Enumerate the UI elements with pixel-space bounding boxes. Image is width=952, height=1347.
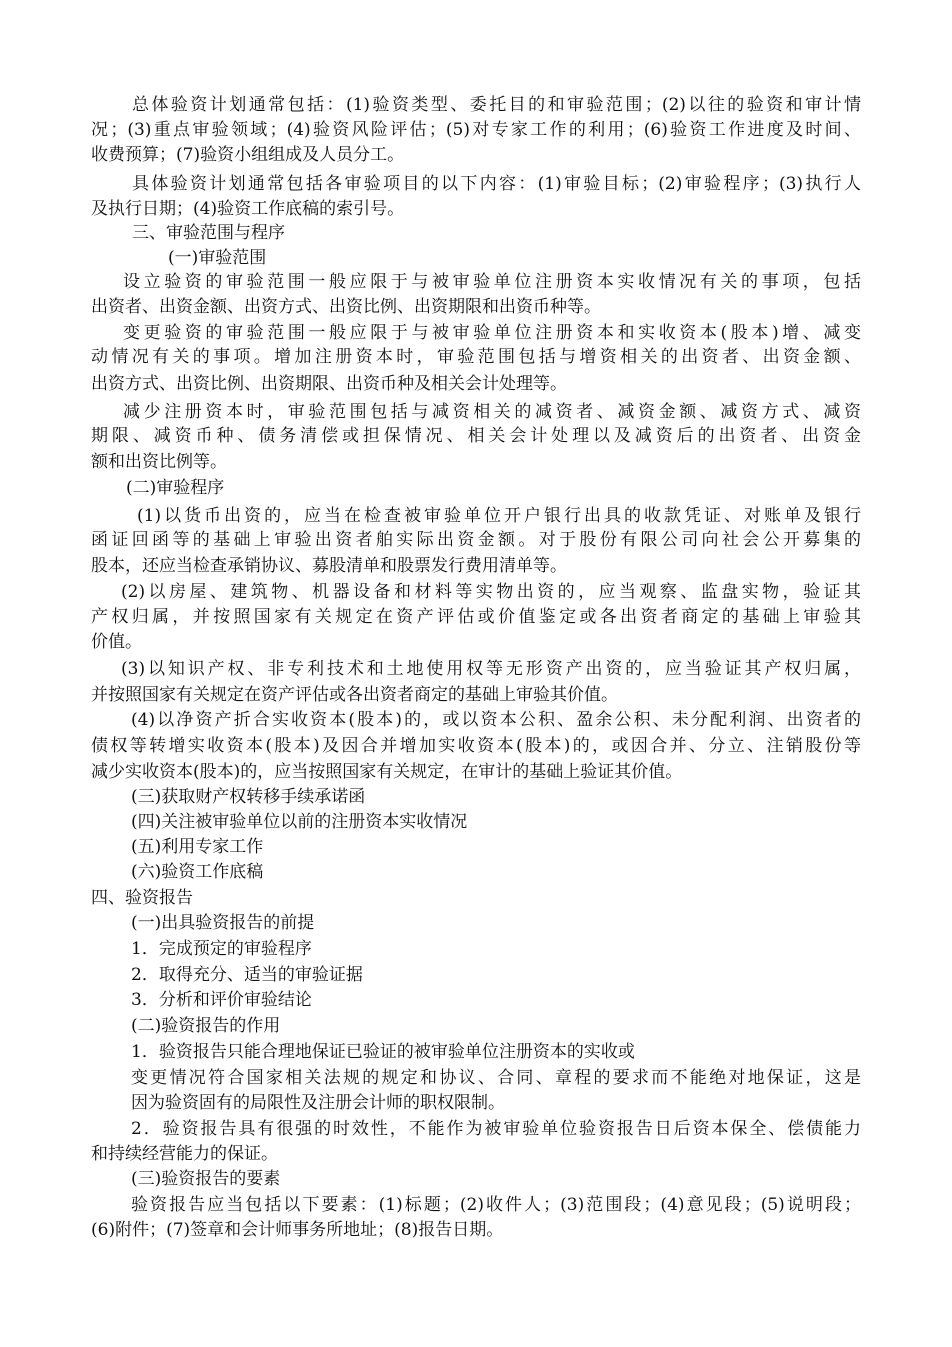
paragraph-line: 和持续经营能力的保证。 bbox=[91, 1144, 278, 1164]
list-item: 1．验资报告只能合理地保证已验证的被审验单位注册资本的实收或 bbox=[131, 1042, 635, 1062]
paragraph-line: 具体验资计划通常包括各审验项目的以下内容：(1)审验目标；(2)审验程序；(3)执行人 bbox=[132, 174, 861, 194]
subsection-heading: (六)验资工作底稿 bbox=[131, 862, 264, 882]
subsection-heading: (二)验资报告的作用 bbox=[131, 1016, 281, 1036]
paragraph-line: 因为验资固有的局限性及注册会计师的职权限制。 bbox=[131, 1093, 505, 1113]
paragraph-line: 况；(3)重点审验领域；(4)验资风险评估；(5)对专家工作的利用；(6)验资工作进度及时间、 bbox=[91, 120, 861, 140]
subsection-heading: (三)验资报告的要素 bbox=[131, 1169, 281, 1189]
list-item: 3．分析和评价审验结论 bbox=[131, 990, 312, 1010]
subsection-heading: (一)审验范围 bbox=[168, 248, 267, 268]
paragraph-line: 减少实收资本(股本)的，应当按照国家有关规定，在审计的基础上验证其价值。 bbox=[91, 762, 683, 782]
subsection-heading: (三)获取财产权转移手续承诺函 bbox=[131, 787, 366, 807]
subsection-heading: (一)出具验资报告的前提 bbox=[131, 913, 315, 933]
paragraph-line: 变更情况符合国家相关法规的规定和协议、合同、章程的要求而不能绝对地保证，这是 bbox=[131, 1068, 861, 1088]
list-item: 2．验资报告具有很强的时效性，不能作为被审验单位验资报告日后资本保全、偿债能力 bbox=[131, 1119, 861, 1139]
paragraph-line: 变更验资的审验范围一般应限于与被审验单位注册资本和实收资本(股本)增、减变 bbox=[123, 323, 861, 343]
paragraph-line: (3)以知识产权、非专利技术和土地使用权等无形资产出资的，应当验证其产权归属， bbox=[121, 659, 861, 679]
paragraph-line: 额和出资比例等。 bbox=[91, 452, 227, 472]
paragraph-line: 函证回函等的基础上审验出资者舶实际出资金额。对于股份有限公司向社会公开募集的 bbox=[91, 530, 861, 550]
list-item: 2．取得充分、适当的审验证据 bbox=[131, 965, 363, 985]
paragraph-line: 减少注册资本时，审验范围包括与减资相关的减资者、减资金额、减资方式、减资 bbox=[123, 402, 861, 422]
subsection-heading: (五)利用专家工作 bbox=[131, 837, 264, 857]
paragraph-line: 出资方式、出资比例、出资期限、出资币种及相关会计处理等。 bbox=[91, 374, 567, 394]
paragraph-line: 设立验资的审验范围一般应限于与被审验单位注册资本实收情况有关的事项，包括 bbox=[123, 272, 861, 292]
paragraph-line: 总体验资计划通常包括：(1)验资类型、委托目的和审验范围；(2)以往的验资和审计情 bbox=[132, 95, 861, 115]
paragraph-line: 期限、减资币种、债务清偿或担保情况、相关会计处理以及减资后的出资者、出资金 bbox=[91, 426, 861, 446]
paragraph-line: 及执行日期；(4)验资工作底稿的索引号。 bbox=[91, 199, 405, 219]
paragraph-line: 股本，还应当检查承销协议、募股清单和股票发行费用清单等。 bbox=[91, 556, 567, 576]
paragraph-line: 出资者、出资金额、出资方式、出资比例、出资期限和出资币种等。 bbox=[91, 297, 601, 317]
paragraph-line: 收费预算；(7)验资小组组成及人员分工。 bbox=[91, 145, 405, 165]
paragraph-line: (6)附件；(7)签章和会计师事务所地址；(8)报告日期。 bbox=[91, 1220, 504, 1240]
subsection-heading: (二)审验程序 bbox=[126, 478, 225, 498]
paragraph-line: 验资报告应当包括以下要素：(1)标题；(2)收件人；(3)范围段；(4)意见段；(5)说明段； bbox=[131, 1195, 861, 1215]
list-item: 1．完成预定的审验程序 bbox=[131, 939, 312, 959]
subsection-heading: (四)关注被审验单位以前的注册资本实收情况 bbox=[131, 812, 468, 832]
paragraph-line: 产权归属，并按照国家有关规定在资产评估或价值鉴定或各出资者商定的基础上审验其 bbox=[91, 607, 861, 627]
paragraph-line: (1)以货币出资的，应当在检查被审验单位开户银行出具的收款凭证、对账单及银行 bbox=[137, 506, 861, 526]
section-heading: 三、审验范围与程序 bbox=[132, 223, 285, 243]
paragraph-line: 动情况有关的事项。增加注册资本时，审验范围包括与增资相关的出资者、出资金额、 bbox=[91, 347, 861, 367]
section-heading: 四、验资报告 bbox=[91, 888, 193, 908]
paragraph-line: 债权等转增实收资本(股本)及因合并增加实收资本(股本)的，或因合并、分立、注销股份等 bbox=[91, 736, 861, 756]
paragraph-line: 价值。 bbox=[91, 632, 142, 652]
paragraph-line: 并按照国家有关规定在资产评估或各出资者商定的基础上审验其价值。 bbox=[91, 685, 618, 705]
paragraph-line: (2)以房屋、建筑物、机器设备和材料等实物出资的，应当观察、监盘实物，验证其 bbox=[121, 582, 861, 602]
paragraph-line: (4)以净资产折合实收资本(股本)的，或以资本公积、盈余公积、未分配利润、出资者的 bbox=[131, 710, 861, 730]
